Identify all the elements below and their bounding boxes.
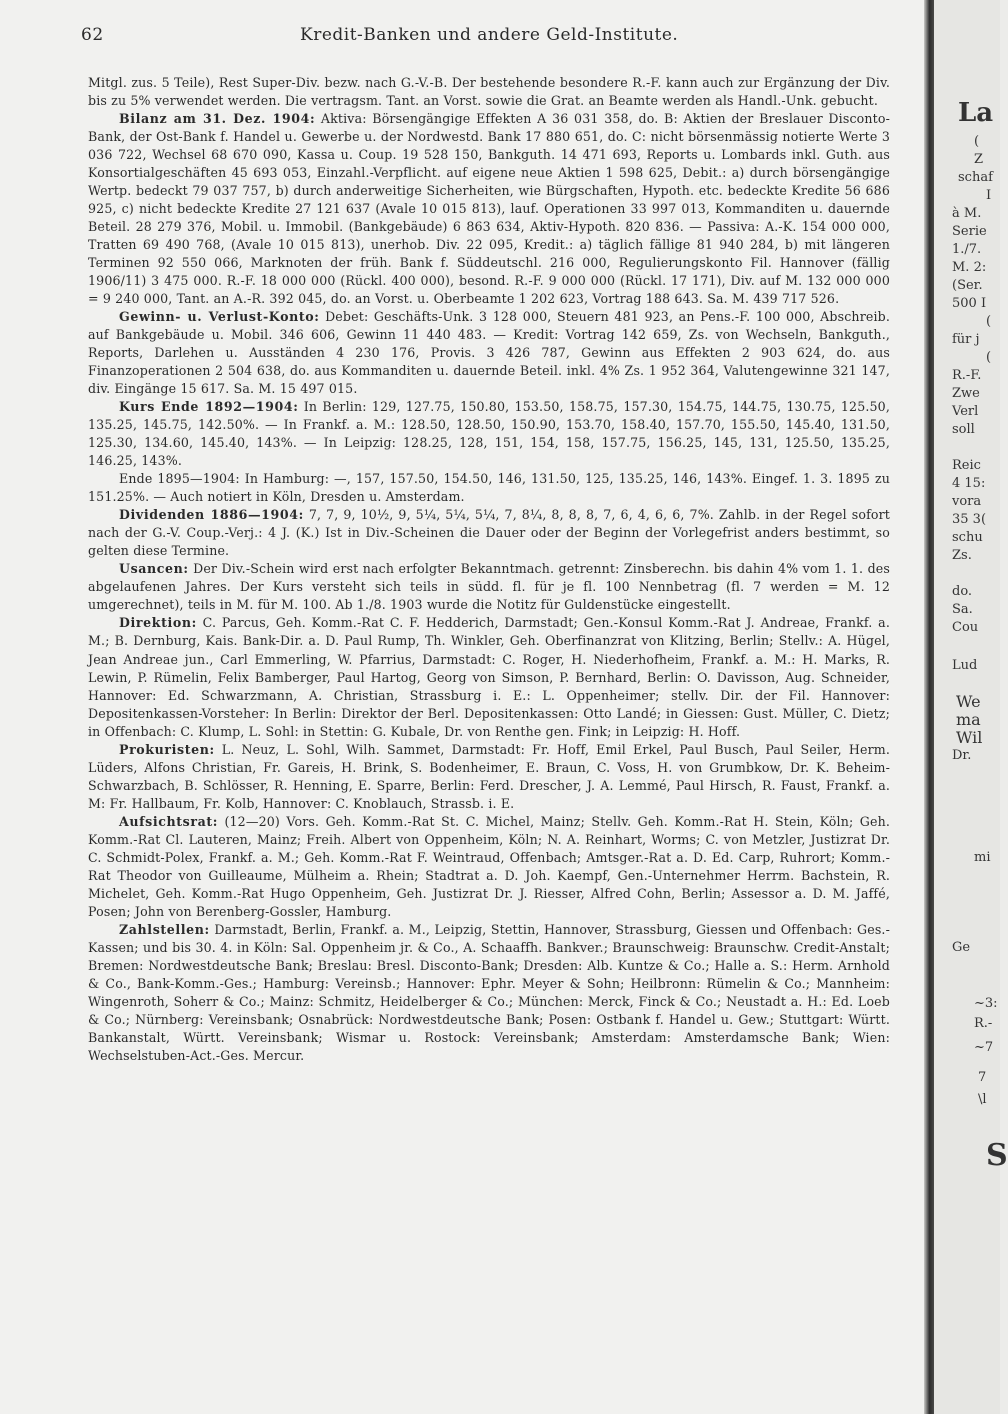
next-page-fragment: Serie <box>952 224 987 239</box>
next-page-fragment: La <box>958 98 994 128</box>
section-heading: Direktion: <box>119 615 197 631</box>
body-text <box>88 74 890 1065</box>
next-page-fragment: mi <box>974 850 991 865</box>
next-page-fragment: \l <box>978 1092 987 1107</box>
next-page-fragment: Cou <box>952 620 979 635</box>
paragraph-aufsichtsrat: Aufsichtsrat: (12—20) Vors. Geh. Komm.-Rat St. C. Michel, Mainz; Stellv. Geh. Komm.-Rat H. Stein, Köln; Geh. Komm.-Rat Cl. Lauteren, Mainz; Freih. Albert von Oppenheim, Köln; N. A. Reinhart, Worms; C. von Metzler, Justizrat Dr. C. Schmidt-Polex, Frankf. a. M.; Geh. Komm.-Rat F. Weintraud, Offenbach; Amtsger.-Rat a. D. Ed. Carp, Ruhrort; Komm.-Rat Theodor von Guilleaume, Mülheim a. Rhein; Stadtrat a. D. Joh. Kaempf, Gen.-Unternehmer Herrm. Bachstein, R. Michelet, Geh. Komm.-Rat Hugo Oppenheim, Geh. Justizrat Dr. J. Riesser, Alfred Cohn, Berlin; Assessor a. D. M. Jaffé, Posen; John von Berenberg-Gossler, Hamburg. <box>88 813 890 919</box>
section-heading: Prokuristen: <box>119 741 215 757</box>
page-number: 62 <box>81 25 104 45</box>
next-page-fragment: vora <box>952 494 982 509</box>
running-title: Kredit-Banken und andere Geld-Institute. <box>300 25 679 45</box>
paragraph-kurs: Kurs Ende 1892—1904: In Berlin: 129, 127.75, 150.80, 153.50, 158.75, 157.30, 154.75, 144.75, 130.75, 125.50, 135.25, 145.75, 142.50%. — In Frankf. a. M.: 128.50, 128.50, 150.90, 153.70, 158.40, 157.70, 155.50, 145.40, 131.50, 125.30, 134.60, 145.40, 143%. — In Leipzig: 128.25, 128, 151, 154, 158, 157.75, 156.25, 145, 131, 125.50, 135.25, 146.25, 143%. <box>88 399 890 469</box>
next-page-fragment: schu <box>952 530 983 545</box>
next-page-fragment: Zwe <box>952 386 980 401</box>
next-page-fragment: R.- <box>974 1016 993 1031</box>
next-page-fragment: für j <box>952 332 980 347</box>
next-page-fragment: 1./7. <box>952 242 982 257</box>
next-page-fragment: ma <box>956 710 981 729</box>
next-page-fragment: Sa. <box>952 602 973 617</box>
next-page-fragment: ~3: <box>974 996 998 1011</box>
paragraph-bilanz: Bilanz am 31. Dez. 1904: Aktiva: Börsengängige Effekten A 36 031 358, do. B: Aktien der Breslauer Disconto-Bank, der Ost-Bank f. Handel u. Gewerbe u. der Nordwestd. Bank 17 880 651, do. C: nicht börsenmässig notierte Werte 3 036 722, Wechsel 68 670 090, Kassa u. Coup. 19 528 150, Bankguth. 14 471 693, Reports u. Lombards inkl. Guth. aus Konsortialgeschäften 45 693 053, Einzahl.-Verpflicht. auf eigene neue Aktien 1 598 625, Debit.: a) durch börsengängige Wertp. bedeckt 79 037 757, b) durch anderweitige Sicherheiten, wie Bürgschaften, Hypoth. etc. bedeckte Kredite 56 686 925, c) nicht bedeckte Kredite 27 121 637 (Avale 10 015 813), lauf. Operationen 33 997 013, Kommanditen u. dauernde Beteil. 28 279 376, Mobil. u. Immobil. (Bankgebäude) 6 863 634, Aktiv-Hypoth. 820 836. — Passiva: A.-K. 154 000 000, Tratten 69 490 768, (Avale 10 015 813), unerhob. Div. 22 095, Kredit.: a) täglich fällige 81 940 284, b) mit längeren Terminen 92 550 066, Marknoten der früh. Bank f. Süddeutschl. 216 000, Regulierungskonto Fil. Hannover (fällig 1906/11) 3 475 000. R.-F. 18 000 000 (Rückl. 400 000), besond. R.-F. 9 000 000 (Rückl. 17 171), Div. auf M. 132 000 000 = 9 240 000, Tant. an A.-R. 392 045, do. an Vorst. u. Oberbeamte 1 202 623, Vortrag 188 643. Sa. M. 439 717 526. <box>88 111 890 307</box>
book-gutter <box>924 0 934 1414</box>
paragraph-kurs-hamburg: Ende 1895—1904: In Hamburg: —, 157, 157.50, 154.50, 146, 131.50, 125, 135.25, 146, 143%. Eingef. 1. 3. 1895 zu 151.25%. — Auch notiert in Köln, Dresden u. Amsterdam. <box>88 471 890 505</box>
section-heading: Zahlstellen: <box>119 921 210 937</box>
next-page-fragment: 35 3( <box>952 512 987 527</box>
next-page-fragment: 7 <box>978 1070 987 1085</box>
paragraph-intro: Mitgl. zus. 5 Teile), Rest Super-Div. bezw. nach G.-V.-B. Der bestehende besondere R.-F. kann auch zur Ergänzung der Div. bis zu 5% verwendet werden. Die vertragsm. Tant. an Vorst. sowie die Grat. an Beamte werden als Handl.-Unk. gebucht. <box>88 75 890 109</box>
section-heading: Aufsichtsrat: <box>119 813 219 829</box>
paragraph-prokuristen: Prokuristen: L. Neuz, L. Sohl, Wilh. Sammet, Darmstadt: Fr. Hoff, Emil Erkel, Paul Busch, Paul Seiler, Herm. Lüders, Alfons Christian, Fr. Gareis, H. Brink, S. Bodenheimer, E. Braun, C. Voss, H. von Grumbkow, Dr. K. Beheim-Schwarzbach, B. Schlösser, R. Henning, E. Sparre, Berlin: Ferd. Drescher, J. A. Lemmé, Paul Hirsch, R. Faust, Frankf. a. M: Fr. Hallbaum, Fr. Kolb, Hannover: C. Knoblauch, Strassb. i. E. <box>88 741 890 811</box>
next-page-fragment: 4 15: <box>952 476 986 491</box>
next-page-fragment: ( <box>986 350 992 365</box>
next-page-fragment: Reic <box>952 458 981 473</box>
section-heading: Kurs Ende 1892—1904: <box>119 399 299 415</box>
next-page-fragment: à M. <box>952 206 982 221</box>
paragraph-zahlstellen: Zahlstellen: Darmstadt, Berlin, Frankf. a. M., Leipzig, Stettin, Hannover, Strassburg, Giessen und Offenbach: Ges.-Kassen; und bis 30. 4. in Köln: Sal. Oppenheim jr. & Co., A. Schaaffh. Bankver.; Braunschweig: Braunschw. Credit-Anstalt; Bremen: Nordwestdeutsche Bank; Breslau: Bresl. Disconto-Bank; Dresden: Alb. Kuntze & Co.; Halle a. S.: Herm. Arnhold & Co., Bank-Komm.-Ges.; Hamburg: Vereinsb.; Hannover: Ephr. Meyer & Sohn; Heilbronn: Rümelin & Co.; Mannheim: Wingenroth, Soherr & Co.; Mainz: Schmitz, Heidelberger & Co.; München: Merck, Finck & Co.; Neustadt a. H.: Ed. Loeb & Co.; Nürnberg: Vereinsbank; Osnabrück: Nordwestdeutsche Bank; Posen: Ostbank f. Handel u. Gew.; Stuttgart: Württ. Bankanstalt, Württ. Vereinsbank; Wismar u. Rostock: Vereinsbank; Amsterdam: Amsterdamsche Bank; Wien: Wechselstuben-Act.-Ges. Mercur. <box>88 921 890 1063</box>
next-page-fragment: Lud <box>952 658 978 673</box>
section-heading: Bilanz am 31. Dez. 1904: <box>119 111 316 127</box>
paragraph-usancen: Usancen: Der Div.-Schein wird erst nach erfolgter Bekanntmach. getrennt: Zinsberechn. bis dahin 4% vom 1. 1. des abgelaufenen Jahres. Der Kurs versteht sich teils in südd. fl. für je fl. 100 Nennbetrag (fl. 7 werden = M. 12 umgerechnet), teils in M. für M. 100. Ab 1./8. 1903 wurde die Notitz für Guldenstücke eingestellt. <box>88 561 890 613</box>
next-page-fragment: (Ser. <box>952 278 983 293</box>
next-page-fragment: Verl <box>952 404 979 419</box>
next-page-fragment: We <box>956 692 981 711</box>
next-page-fragment: soll <box>952 422 975 437</box>
next-page-fragment: I <box>986 188 992 203</box>
next-page-fragment: M. 2: <box>952 260 987 275</box>
next-page-fragment: Z <box>974 152 984 167</box>
page-header <box>81 25 894 51</box>
next-page-fragment: Wil <box>956 728 983 747</box>
next-page-fragment: Dr. <box>952 748 972 763</box>
next-page-fragment: Ge <box>952 940 971 955</box>
next-page-fragment: schaf <box>958 170 993 185</box>
next-page-fragment: Zs. <box>952 548 972 563</box>
next-page-fragment: do. <box>952 584 973 599</box>
next-page-fragment: ~7 <box>974 1040 994 1055</box>
paragraph-gewinn-verlust: Gewinn- u. Verlust-Konto: Debet: Geschäfts-Unk. 3 128 000, Steuern 481 923, an Pens.-F. 100 000, Abschreib. auf Bankgebäude u. Mobil. 346 606, Gewinn 11 440 483. — Kredit: Vortrag 142 659, Zs. von Wechseln, Bankguth., Reports, Darlehen u. Ausständen 4 230 176, Provis. 3 426 787, Gewinn aus Effekten 2 903 624, do. aus Finanzoperationen 2 504 638, do. aus Kommanditen u. dauernde Beteil. inkl. 4% Zs. 1 952 364, Valutengewinne 321 147, div. Eingänge 15 617. Sa. M. 15 497 015. <box>88 309 891 397</box>
section-heading: Usancen: <box>119 561 189 577</box>
next-page-fragment: ( <box>986 314 992 329</box>
next-page-edge <box>934 0 1008 1414</box>
next-page-fragment: 500 I <box>952 296 987 311</box>
section-heading: Dividenden 1886—1904: <box>119 507 304 523</box>
paragraph-dividenden: Dividenden 1886—1904: 7, 7, 9, 10½, 9, 5¼, 5¼, 5¼, 7, 8¼, 8, 8, 8, 7, 6, 4, 6, 6, 7%. Zahlb. in der Regel sofort nach der G.-V. Coup.-Verj.: 4 J. (K.) Ist in Div.-Scheinen die Dauer oder der Beginn der Vorlegefrist anders bestimmt, so gelten diese Termine. <box>88 507 890 559</box>
next-page-fragment: S <box>986 1138 1008 1173</box>
next-page-fragment: R.-F. <box>952 368 982 383</box>
next-page-fragment: ( <box>974 134 980 149</box>
paragraph-direktion: Direktion: C. Parcus, Geh. Komm.-Rat C. F. Hedderich, Darmstadt; Gen.-Konsul Komm.-Rat J. Andreae, Frankf. a. M.; B. Dernburg, Kais. Bank-Dir. a. D. Paul Rump, Th. Winkler, Geh. Oberfinanzrat von Klitzing, Berlin; Stellv.: A. Hügel, Jean Andreae jun., Carl Emmerling, W. Pfarrius, Darmstadt: C. Roger, H. Niederhofheim, Frankf. a. M.: H. Marks, R. Lewin, P. Rümelin, Felix Bamberger, Paul Hartog, Georg von Simson, P. Bernhard, Berlin: O. Davisson, Aug. Schneider, Hannover: Ed. Schwarzmann, A. Christian, Strassburg i. E.: L. Oppenheimer; stellv. Dir. der Fil. Hannover: Depositenkassen-Vorsteher: In Berlin: Direktor der Berl. Depositenkassen: Otto Landé; in Giessen: Gust. Müller, C. Dietz; in Offenbach: C. Klump, L. Sohl: in Stettin: G. Kubale, Dr. von Renthe gen. Fink; in Leipzig: H. Hoff. <box>88 615 890 739</box>
section-heading: Gewinn- u. Verlust-Konto: <box>119 309 320 325</box>
